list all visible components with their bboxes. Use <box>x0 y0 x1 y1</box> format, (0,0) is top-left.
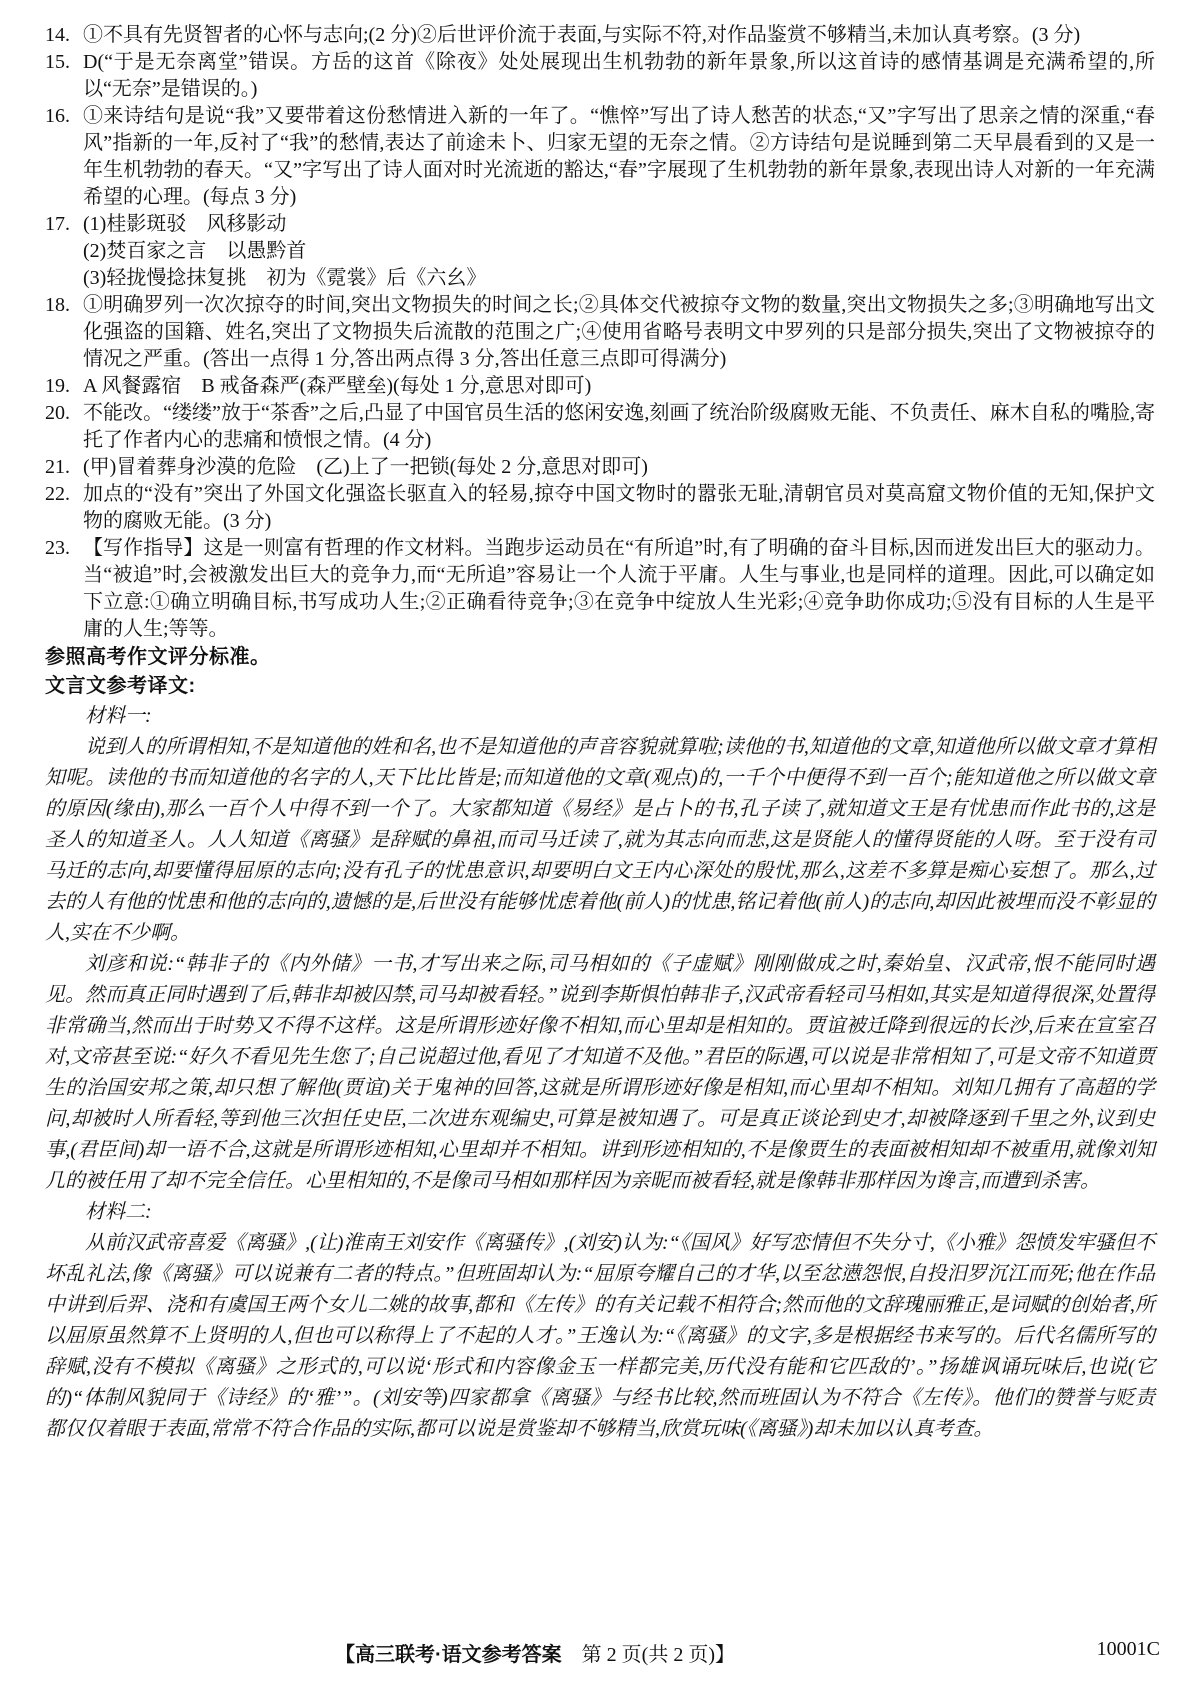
answer-item-17-line-3 <box>45 265 1155 292</box>
answer-text: (2)焚百家之言 以愚黔首 <box>83 240 307 262</box>
answer-item-23 <box>45 535 1155 643</box>
footer-title <box>335 1638 735 1667</box>
answer-number: 16. <box>45 105 70 127</box>
answer-text: (3)轻拢慢捻抹复挑 初为《霓裳》后《六幺》 <box>83 267 487 289</box>
classical-translation-section <box>45 701 1155 1445</box>
answer-number: 18. <box>45 294 70 316</box>
material-2-paragraph: 从前汉武帝喜爱《离骚》,(让)淮南王刘安作《离骚传》,(刘安)认为:“《国风》好写恋情但不失分寸,《小雅》怨愤发牢骚但不坏乱礼法,像《离骚》可以说兼有二者的特点。”但班固却认为:“屈原夸耀自己的才华,以至忿懑怨恨,自投汨罗沉江而死;他在作品中讲到后羿、浇和有虞国王两个女儿二姚的故事,都和《左传》的有关记载不相符合;然而他的文辞瑰丽雅正,是词赋的创始者,所以屈原虽然算不上贤明的人,但也可以称得上了不起的人才。”王逸认为:“《离骚》的文字,多是根据经书来写的。后代名儒所写的辞赋,没有不模拟《离骚》之形式的,可以说‘形式和内容像金玉一样都完美,历代没有能和它匹敌的’。”扬雄讽诵玩味后,也说(它的)“体制风貌同于《诗经》的‘雅’”。(刘安等)四家都拿《离骚》与经书比较,然而班固认为不符合《左传》。他们的赞誉与贬责都仅仅着眼于表面,常常不符合作品的实际,都可以说是赏鉴却不够精当,欣赏玩味(《离骚》)却未加以认真考查。 <box>45 1232 1155 1440</box>
answer-text: ①明确罗列一次次掠夺的时间,突出文物损失的时间之长;②具体交代被掠夺文物的数量,突出文物损失之多;③明确地写出文化强盗的国籍、姓名,突出了文物损失后流散的范围之广;④使用省略号表明文中罗列的只是部分损失,突出了文物被掠夺的情况之严重。(答出一点得 1 分,答出两点得 3 分,答出任意三点即可得满分) <box>83 294 1155 370</box>
answer-number: 15. <box>45 51 70 73</box>
answer-item-19 <box>45 373 1155 400</box>
answer-number: 19. <box>45 375 70 397</box>
answer-text: 【写作指导】这是一则富有哲理的作文材料。当跑步运动员在“有所追”时,有了明确的奋斗目标,因而迸发出巨大的驱动力。当“被追”时,会被激发出巨大的竞争力,而“无所追”容易让一个人流于平庸。人生与事业,也是同样的道理。因此,可以确定如下立意:①确立明确目标,书写成功人生;②正确看待竞争;③在竞争中绽放人生光彩;④竞争助你成功;⑤没有目标的人生是平庸的人生;等等。 <box>83 537 1155 640</box>
answer-number: 17. <box>45 213 70 235</box>
answer-text: ①来诗结句是说“我”又要带着这份愁情进入新的一年了。“憔悴”写出了诗人愁苦的状态,“又”字写出了思亲之情的深重,“春风”指新的一年,反衬了“我”的愁情,表达了前途未卜、归家无望的无奈之情。②方诗结句是说睡到第二天早晨看到的又是一年生机勃勃的春天。“又”字写出了诗人面对时光流逝的豁达,“春”字展现了生机勃勃的新年景象,表现出诗人对新的一年充满希望的心理。(每点 3 分) <box>83 105 1155 208</box>
answer-item-22 <box>45 481 1155 535</box>
answer-item-15 <box>45 49 1155 103</box>
answer-text: (1)桂影斑驳 风移影动 <box>83 213 287 235</box>
answer-item-17-line-1 <box>45 211 1155 238</box>
answer-text: D(“于是无奈离堂”错误。方岳的这首《除夜》处处展现出生机勃勃的新年景象,所以这首诗的感情基调是充满希望的,所以“无奈”是错误的。) <box>83 51 1155 100</box>
footer-page-number: 第 2 页(共 2 页)】 <box>561 1644 735 1666</box>
answer-number: 20. <box>45 402 70 424</box>
answers-list <box>45 22 1155 643</box>
answer-item-16 <box>45 103 1155 211</box>
paper-code: 10001C <box>1096 1638 1160 1660</box>
grading-standard-note: 参照高考作文评分标准。 <box>45 646 271 668</box>
material-1-paragraph-2: 刘彦和说:“韩非子的《内外储》一书,才写出来之际,司马相如的《子虚赋》刚刚做成之时,秦始皇、汉武帝,恨不能同时遇见。然而真正同时遇到了后,韩非却被囚禁,司马却被看轻。”说到李斯惧怕韩非子,汉武帝看轻司马相如,其实是知道得很深,处置得非常确当,然而出于时势又不得不这样。这是所谓形迹好像不相知,而心里却是相知的。贾谊被迁降到很远的长沙,后来在宣室召对,文帝甚至说:“好久不看见先生您了;自己说超过他,看见了才知道不及他。”君臣的际遇,可以说是非常相知了,可是文帝不知道贾生的治国安邦之策,却只想了解他(贾谊)关于鬼神的回答,这就是所谓形迹好像是相知,而心里却不相知。刘知几拥有了高超的学问,却被时人所看轻,等到他三次担任史臣,二次进东观编史,可算是被知遇了。可是真正谈论到史才,却被降逐到千里之外,议到史事,(君臣间)却一语不合,这就是所谓形迹相知,心里却并不相知。讲到形迹相知的,不是像贾生的表面被相知却不被重用,就像刘知几的被任用了却不完全信任。心里相知的,不是像司马相如那样因为亲昵而被看轻,就是像韩非那样因为谗言,而遭到杀害。 <box>45 953 1155 1192</box>
footer-exam-label: 【高三联考·语文参考答案 <box>335 1644 562 1666</box>
answer-item-14 <box>45 22 1155 49</box>
answer-number: 21. <box>45 456 70 478</box>
answer-text: (甲)冒着葬身沙漠的危险 (乙)上了一把锁(每处 2 分,意思对即可) <box>83 456 648 478</box>
answer-number: 22. <box>45 483 70 505</box>
translation-heading: 文言文参考译文: <box>45 675 196 697</box>
answer-text: 不能改。“缕缕”放于“茶香”之后,凸显了中国官员生活的悠闲安逸,刻画了统治阶级腐败无能、不负责任、麻木自私的嘴脸,寄托了作者内心的悲痛和愤恨之情。(4 分) <box>83 402 1155 451</box>
answer-text: 加点的“没有”突出了外国文化强盗长驱直入的轻易,掠夺中国文物时的嚣张无耻,清朝官员对莫高窟文物价值的无知,保护文物的腐败无能。(3 分) <box>83 483 1155 532</box>
material-1-label: 材料一: <box>85 705 152 727</box>
answer-text: A 风餐露宿 B 戒备森严(森严壁垒)(每处 1 分,意思对即可) <box>83 375 592 397</box>
material-1-paragraph-1: 说到人的所谓相知,不是知道他的姓和名,也不是知道他的声音容貌就算啦;读他的书,知道他的文章,知道他所以做文章才算相知呢。读他的书而知道他的名字的人,天下比比皆是;而知道他的文章(观点)的,一千个中便得不到一百个;能知道他之所以做文章的原因(缘由),那么一百个人中得不到一个了。大家都知道《易经》是占卜的书,孔子读了,就知道文王是有忧患而作此书的,这是圣人的知道圣人。人人知道《离骚》是辞赋的鼻祖,而司马迁读了,就为其志向而悲,这是贤能人的懂得贤能的人呀。至于没有司马迁的志向,却要懂得屈原的志向;没有孔子的忧患意识,却要明白文王内心深处的殷忧,那么,这差不多算是痴心妄想了。那么,过去的人有他的忧患和他的志向的,遗憾的是,后世没有能够忧虑着他(前人)的忧患,铭记着他(前人)的志向,却因此被埋而没不彰显的人,实在不少啊。 <box>45 736 1155 944</box>
answer-item-20 <box>45 400 1155 454</box>
material-2-label: 材料二: <box>85 1201 152 1223</box>
answer-number: 14. <box>45 24 70 46</box>
page-footer <box>45 1638 1160 1670</box>
answer-item-18 <box>45 292 1155 373</box>
answer-item-17-line-2 <box>45 238 1155 265</box>
answer-number: 23. <box>45 537 70 559</box>
answer-text: ①不具有先贤智者的心怀与志向;(2 分)②后世评价流于表面,与实际不符,对作品鉴赏不够精当,未加认真考察。(3 分) <box>83 24 1081 46</box>
answer-item-21 <box>45 454 1155 481</box>
